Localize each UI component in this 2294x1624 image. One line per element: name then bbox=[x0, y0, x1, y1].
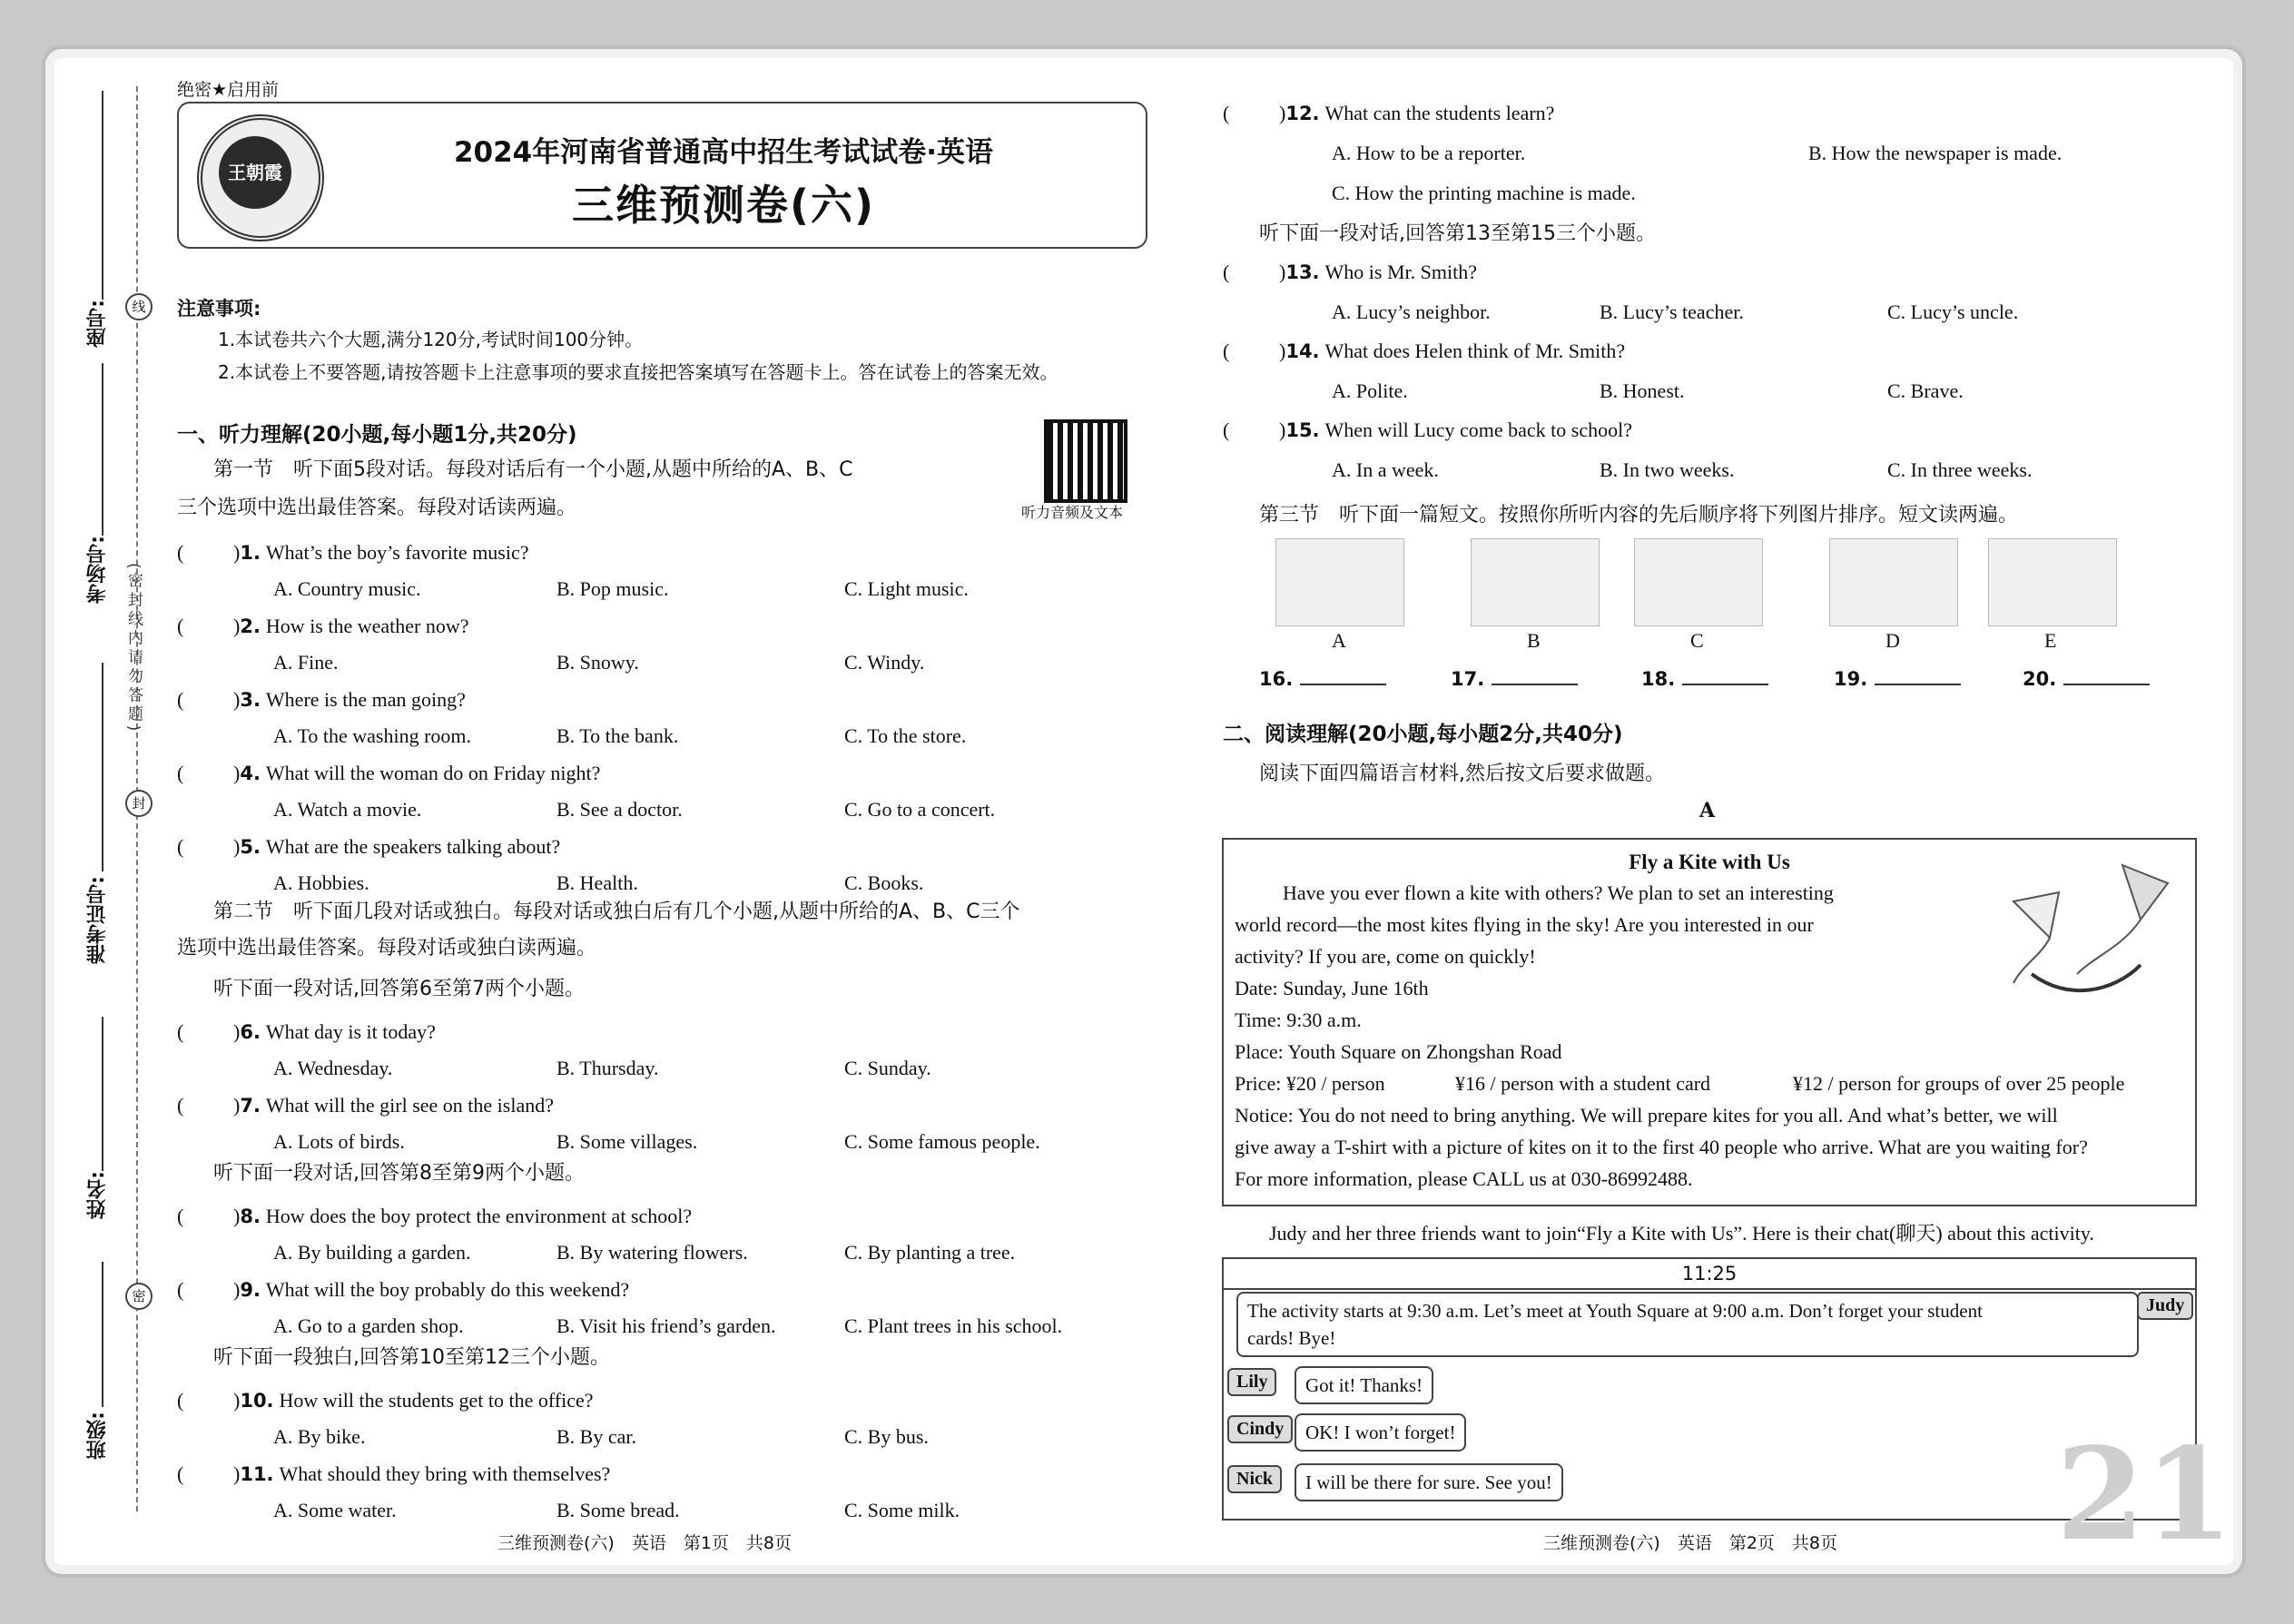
kite-price-b: ¥16 / person with a student card bbox=[1455, 1072, 1711, 1095]
nick-avatar: Nick bbox=[1227, 1465, 1282, 1493]
answer-bracket[interactable]: ( bbox=[177, 835, 184, 858]
option-b[interactable]: B. By car. bbox=[556, 1425, 636, 1448]
option-b[interactable]: B. By watering flowers. bbox=[556, 1241, 748, 1264]
option-b[interactable]: B. Health. bbox=[556, 871, 638, 894]
question-text: What does Helen think of Mr. Smith? bbox=[1324, 340, 1626, 362]
question-number: 15. bbox=[1285, 419, 1320, 441]
question-number: 4. bbox=[240, 763, 261, 784]
option-b[interactable]: B. Thursday. bbox=[556, 1057, 659, 1079]
answer-bracket[interactable]: ( bbox=[177, 1094, 184, 1117]
lily-avatar: Lily bbox=[1227, 1368, 1276, 1396]
answer-blank[interactable] bbox=[1259, 668, 1386, 691]
close-circle: 密 bbox=[125, 1283, 153, 1310]
picture-label: C bbox=[1690, 629, 1704, 652]
chat-box bbox=[1222, 1257, 2197, 1521]
question-text: What are the speakers talking about? bbox=[265, 835, 561, 858]
seat-field[interactable] bbox=[102, 91, 103, 300]
question-number: 9. bbox=[240, 1279, 261, 1301]
question-stem: ( )15. When will Lucy come back to school? bbox=[1223, 418, 1632, 441]
answer-bracket[interactable]: ( bbox=[177, 1020, 184, 1043]
question-text: What’s the boy’s favorite music? bbox=[265, 541, 529, 564]
question-stem: ( )2. How is the weather now? bbox=[177, 615, 469, 637]
picture-e-icon bbox=[1988, 538, 2117, 626]
seat-label: 座号: bbox=[86, 300, 109, 348]
option-c[interactable]: C. Light music. bbox=[844, 577, 969, 600]
option-a[interactable]: A. Lucy’s neighbor. bbox=[1332, 300, 1491, 323]
ticket-field[interactable] bbox=[102, 663, 103, 871]
blank-line[interactable] bbox=[1492, 684, 1578, 685]
blank-line[interactable] bbox=[1682, 684, 1768, 685]
class-label: 班级: bbox=[86, 1412, 109, 1460]
kite-illustration-icon bbox=[1986, 856, 2186, 1015]
blank-number: 20. bbox=[2023, 668, 2057, 690]
notice-item-1: 1.本试卷共六个大题,满分120分,考试时间100分钟。 bbox=[218, 329, 644, 350]
kite-notice-2: give away a T-shirt with a picture of kites on it to the first 40 people who arrive. What are you waiting for? bbox=[1235, 1136, 2088, 1158]
option-a[interactable]: A. Go to a garden shop. bbox=[273, 1314, 464, 1337]
question-text: How will the students get to the office? bbox=[279, 1389, 594, 1412]
option-b[interactable]: B. See a doctor. bbox=[556, 798, 683, 821]
blank-line[interactable] bbox=[2063, 684, 2150, 685]
option-c[interactable]: C. Sunday. bbox=[844, 1057, 931, 1079]
question-text: How does the boy protect the environment at school? bbox=[265, 1205, 693, 1227]
picture-d-icon bbox=[1829, 538, 1958, 626]
option-a[interactable]: A. Country music. bbox=[273, 577, 421, 600]
option-c[interactable]: C. Some milk. bbox=[844, 1499, 960, 1521]
question-stem: ( )11. What should they bring with themselves? bbox=[177, 1462, 611, 1485]
question-stem: ( )1. What’s the boy’s favorite music? bbox=[177, 541, 529, 564]
listen-10-12: 听下面一段独白,回答第10至第12三个小题。 bbox=[213, 1346, 610, 1369]
blank-line[interactable] bbox=[1300, 684, 1386, 685]
question-stem: ( )6. What day is it today? bbox=[177, 1020, 436, 1043]
judy-message bbox=[1236, 1292, 2139, 1357]
answer-blank[interactable] bbox=[1641, 668, 1768, 691]
name-field[interactable] bbox=[102, 1017, 103, 1171]
blank-number: 18. bbox=[1641, 668, 1676, 690]
exam-room-label: 考场号: bbox=[86, 536, 109, 604]
nick-message: I will be there for sure. See you! bbox=[1295, 1463, 1563, 1501]
question-number: 12. bbox=[1285, 103, 1320, 124]
question-stem: ( )9. What will the boy probably do this weekend? bbox=[177, 1278, 630, 1301]
option-c[interactable]: C. How the printing machine is made. bbox=[1332, 182, 1636, 204]
line-circle: 线 bbox=[125, 293, 153, 320]
qr-code-icon[interactable] bbox=[1044, 419, 1127, 503]
option-b[interactable]: B. Some villages. bbox=[556, 1130, 698, 1153]
question-number: 8. bbox=[240, 1206, 261, 1227]
option-c[interactable]: C. Windy. bbox=[844, 651, 925, 674]
passage-label: A bbox=[1699, 799, 1716, 822]
answer-blank[interactable] bbox=[2023, 668, 2150, 691]
option-c[interactable]: C. Go to a concert. bbox=[844, 798, 996, 821]
chat-time: 11:25 bbox=[1224, 1259, 2195, 1290]
part2-title: 二、阅读理解(20小题,每小题2分,共40分) bbox=[1223, 723, 1623, 746]
option-b[interactable]: B. How the newspaper is made. bbox=[1808, 142, 2063, 164]
seal-circle: 封 bbox=[125, 790, 153, 817]
option-a[interactable]: A. By building a garden. bbox=[273, 1241, 471, 1264]
question-text: What will the woman do on Friday night? bbox=[265, 762, 601, 784]
option-b[interactable]: B. To the bank. bbox=[556, 724, 679, 747]
judy-avatar: Judy bbox=[2137, 1292, 2193, 1320]
option-c[interactable]: C. Books. bbox=[844, 871, 924, 894]
blank-number: 19. bbox=[1834, 668, 1868, 690]
question-stem: ( )7. What will the girl see on the island? bbox=[177, 1094, 554, 1117]
question-text: What day is it today? bbox=[265, 1020, 436, 1043]
option-a[interactable]: A. Lots of birds. bbox=[273, 1130, 405, 1153]
kite-ad-box bbox=[1222, 838, 2197, 1206]
cindy-avatar: Cindy bbox=[1227, 1415, 1293, 1443]
binding-note: (密封线内请勿答题) bbox=[124, 563, 143, 735]
question-text: Where is the man going? bbox=[265, 688, 466, 711]
question-number: 10. bbox=[240, 1390, 274, 1412]
answer-blank[interactable] bbox=[1834, 668, 1961, 691]
option-a[interactable]: A. By bike. bbox=[273, 1425, 366, 1448]
part2-intro: 阅读下面四篇语言材料,然后按文后要求做题。 bbox=[1259, 763, 1665, 785]
blank-number: 17. bbox=[1451, 668, 1485, 690]
question-stem: ( )12. What can the students learn? bbox=[1223, 102, 1555, 124]
option-a[interactable]: A. Some water. bbox=[273, 1499, 397, 1521]
option-a[interactable]: A. Watch a movie. bbox=[273, 798, 422, 821]
kite-date: Date: Sunday, June 16th bbox=[1235, 977, 1429, 999]
question-stem: ( )5. What are the speakers talking about? bbox=[177, 835, 561, 858]
lily-message: Got it! Thanks! bbox=[1295, 1366, 1433, 1404]
question-text: What should they bring with themselves? bbox=[279, 1462, 611, 1485]
footer-right: 三维预测卷(六) 英语 第2页 共8页 bbox=[1543, 1533, 1838, 1553]
option-a[interactable]: A. How to be a reporter. bbox=[1332, 142, 1526, 164]
option-b[interactable]: B. Snowy. bbox=[556, 651, 639, 674]
ticket-label: 准考证号: bbox=[86, 876, 109, 964]
question-number: 13. bbox=[1285, 261, 1320, 283]
option-a[interactable]: A. Fine. bbox=[273, 651, 339, 674]
option-b[interactable]: B. In two weeks. bbox=[1600, 458, 1735, 481]
notice-item-2: 2.本试卷上不要答题,请按答题卡上注意事项的要求直接把答案填写在答题卡上。答在试卷上的答案无效。 bbox=[218, 361, 1058, 383]
answer-bracket[interactable]: ( bbox=[177, 1205, 184, 1227]
judy-message-line-2: cards! Bye! bbox=[1247, 1327, 1336, 1349]
question-stem: ( )14. What does Helen think of Mr. Smith? bbox=[1223, 340, 1626, 362]
option-b[interactable]: B. Lucy’s teacher. bbox=[1600, 300, 1744, 323]
sec1-intro-a: 第一节 听下面5段对话。每段对话后有一个小题,从题中所给的A、B、C bbox=[213, 458, 853, 481]
seal-text: 王朝霞 bbox=[219, 136, 291, 209]
cindy-message: OK! I won’t forget! bbox=[1295, 1413, 1466, 1452]
answer-bracket[interactable]: ( bbox=[1223, 418, 1230, 441]
sec2-intro-b: 选项中选出最佳答案。每段对话或独白读两遍。 bbox=[177, 937, 597, 960]
blank-number: 16. bbox=[1259, 668, 1294, 690]
question-stem: ( )8. How does the boy protect the environment at school? bbox=[177, 1205, 693, 1227]
option-a[interactable]: A. To the washing room. bbox=[273, 724, 472, 747]
name-label: 姓名: bbox=[86, 1171, 109, 1219]
part1-title: 一、听力理解(20小题,每小题1分,共20分) bbox=[177, 423, 577, 447]
exam-title: 2024年河南省普通高中招生考试试卷·英语 bbox=[453, 136, 994, 169]
option-c[interactable]: C. In three weeks. bbox=[1887, 458, 2033, 481]
question-number: 14. bbox=[1285, 340, 1320, 362]
option-c[interactable]: C. To the store. bbox=[844, 724, 967, 747]
picture-label: B bbox=[1527, 629, 1541, 652]
sec3-intro: 第三节 听下面一篇短文。按照你所听内容的先后顺序将下列图片排序。短文读两遍。 bbox=[1259, 504, 2019, 527]
option-c[interactable]: C. Lucy’s uncle. bbox=[1887, 300, 2019, 323]
kite-line-1: Have you ever flown a kite with others? We plan to set an interesting bbox=[1283, 881, 1834, 904]
option-b[interactable]: B. Visit his friend’s garden. bbox=[556, 1314, 776, 1337]
page-corner-number: 21 bbox=[2056, 1421, 2233, 1570]
answer-bracket[interactable]: ( bbox=[177, 1278, 184, 1301]
question-number: 2. bbox=[240, 615, 261, 637]
option-a[interactable]: A. In a week. bbox=[1332, 458, 1439, 481]
answer-bracket[interactable]: ( bbox=[1223, 102, 1230, 124]
question-text: What can the students learn? bbox=[1324, 102, 1555, 124]
kite-time: Time: 9:30 a.m. bbox=[1235, 1009, 1362, 1031]
question-text: What will the girl see on the island? bbox=[265, 1094, 554, 1117]
option-c[interactable]: C. By planting a tree. bbox=[844, 1241, 1016, 1264]
confidential-mark: 绝密★启用前 bbox=[177, 80, 280, 100]
option-c[interactable]: C. Plant trees in his school. bbox=[844, 1314, 1063, 1337]
footer-left: 三维预测卷(六) 英语 第1页 共8页 bbox=[497, 1533, 793, 1553]
kite-info: For more information, please CALL us at 030-86992488. bbox=[1235, 1167, 1693, 1190]
answer-blank[interactable] bbox=[1451, 668, 1578, 691]
question-number: 3. bbox=[240, 689, 261, 711]
picture-c-icon bbox=[1634, 538, 1763, 626]
answer-bracket[interactable]: ( bbox=[177, 1462, 184, 1485]
notice-title: 注意事项: bbox=[177, 298, 261, 320]
answer-bracket[interactable]: ( bbox=[177, 688, 184, 711]
kite-place: Place: Youth Square on Zhongshan Road bbox=[1235, 1040, 1562, 1063]
listen-8-9: 听下面一段对话,回答第8至第9两个小题。 bbox=[213, 1162, 585, 1185]
question-text: Who is Mr. Smith? bbox=[1324, 261, 1477, 283]
option-b[interactable]: B. Some bread. bbox=[556, 1499, 680, 1521]
kite-line-2: world record—the most kites flying in the sky! Are you interested in our bbox=[1235, 913, 1814, 936]
picture-label: E bbox=[2044, 629, 2057, 652]
question-text: How is the weather now? bbox=[265, 615, 469, 637]
kite-price-c: ¥12 / person for groups of over 25 people bbox=[1793, 1072, 2125, 1095]
kite-line-3: activity? If you are, come on quickly! bbox=[1235, 945, 1536, 968]
kite-notice-1: Notice: You do not need to bring anything. We will prepare kites for you all. And what’s better, we will bbox=[1235, 1104, 2058, 1127]
picture-a-icon bbox=[1275, 538, 1404, 626]
judy-message-line-1: The activity starts at 9:30 a.m. Let’s meet at Youth Square at 9:00 a.m. Don’t forget your student bbox=[1247, 1300, 1983, 1322]
class-field[interactable] bbox=[102, 1262, 103, 1407]
option-c[interactable]: C. Some famous people. bbox=[844, 1130, 1040, 1153]
question-number: 11. bbox=[240, 1463, 274, 1485]
question-text: What will the boy probably do this weekend? bbox=[265, 1278, 630, 1301]
question-stem: ( )13. Who is Mr. Smith? bbox=[1223, 261, 1477, 283]
sec2-intro-a: 第二节 听下面几段对话或独白。每段对话或独白后有几个小题,从题中所给的A、B、C三个 bbox=[213, 901, 1020, 923]
picture-b-icon bbox=[1471, 538, 1600, 626]
header-box bbox=[177, 102, 1147, 249]
question-number: 6. bbox=[240, 1021, 261, 1043]
option-a[interactable]: A. Polite. bbox=[1332, 379, 1408, 402]
picture-label: A bbox=[1332, 629, 1346, 652]
answer-bracket[interactable]: ( bbox=[177, 762, 184, 784]
listen-13-15: 听下面一段对话,回答第13至第15三个小题。 bbox=[1259, 222, 1656, 245]
question-number: 7. bbox=[240, 1095, 261, 1117]
sec1-intro-b: 三个选项中选出最佳答案。每段对话读两遍。 bbox=[177, 497, 577, 519]
option-a[interactable]: A. Hobbies. bbox=[273, 871, 369, 894]
qr-caption: 听力音频及文本 bbox=[1021, 504, 1124, 521]
answer-bracket[interactable]: ( bbox=[177, 1389, 184, 1412]
question-stem: ( )10. How will the students get to the office? bbox=[177, 1389, 594, 1412]
answer-bracket[interactable]: ( bbox=[1223, 261, 1230, 283]
question-number: 1. bbox=[240, 542, 261, 564]
exam-room-field[interactable] bbox=[102, 363, 103, 536]
option-a[interactable]: A. Wednesday. bbox=[273, 1057, 393, 1079]
kite-price-a: Price: ¥20 / person bbox=[1235, 1072, 1385, 1095]
publisher-seal-icon bbox=[197, 114, 324, 241]
exam-subtitle: 三维预测卷(六) bbox=[571, 181, 876, 230]
option-c[interactable]: C. Brave. bbox=[1887, 379, 1964, 402]
question-stem: ( )4. What will the woman do on Friday night? bbox=[177, 762, 601, 784]
answer-bracket[interactable]: ( bbox=[177, 541, 184, 564]
option-c[interactable]: C. By bus. bbox=[844, 1425, 929, 1448]
answer-bracket[interactable]: ( bbox=[177, 615, 184, 637]
option-b[interactable]: B. Pop music. bbox=[556, 577, 669, 600]
blank-line[interactable] bbox=[1875, 684, 1961, 685]
question-text: When will Lucy come back to school? bbox=[1324, 418, 1632, 441]
listen-6-7: 听下面一段对话,回答第6至第7两个小题。 bbox=[213, 978, 585, 1000]
option-b[interactable]: B. Honest. bbox=[1600, 379, 1685, 402]
kite-title: Fly a Kite with Us bbox=[1629, 851, 1790, 873]
chat-intro: Judy and her three friends want to join“Fly a Kite with Us”. Here is their chat(聊天) about this activity. bbox=[1269, 1222, 2094, 1245]
question-stem: ( )3. Where is the man going? bbox=[177, 688, 466, 711]
question-number: 5. bbox=[240, 836, 261, 858]
picture-label: D bbox=[1885, 629, 1900, 652]
answer-bracket[interactable]: ( bbox=[1223, 340, 1230, 362]
